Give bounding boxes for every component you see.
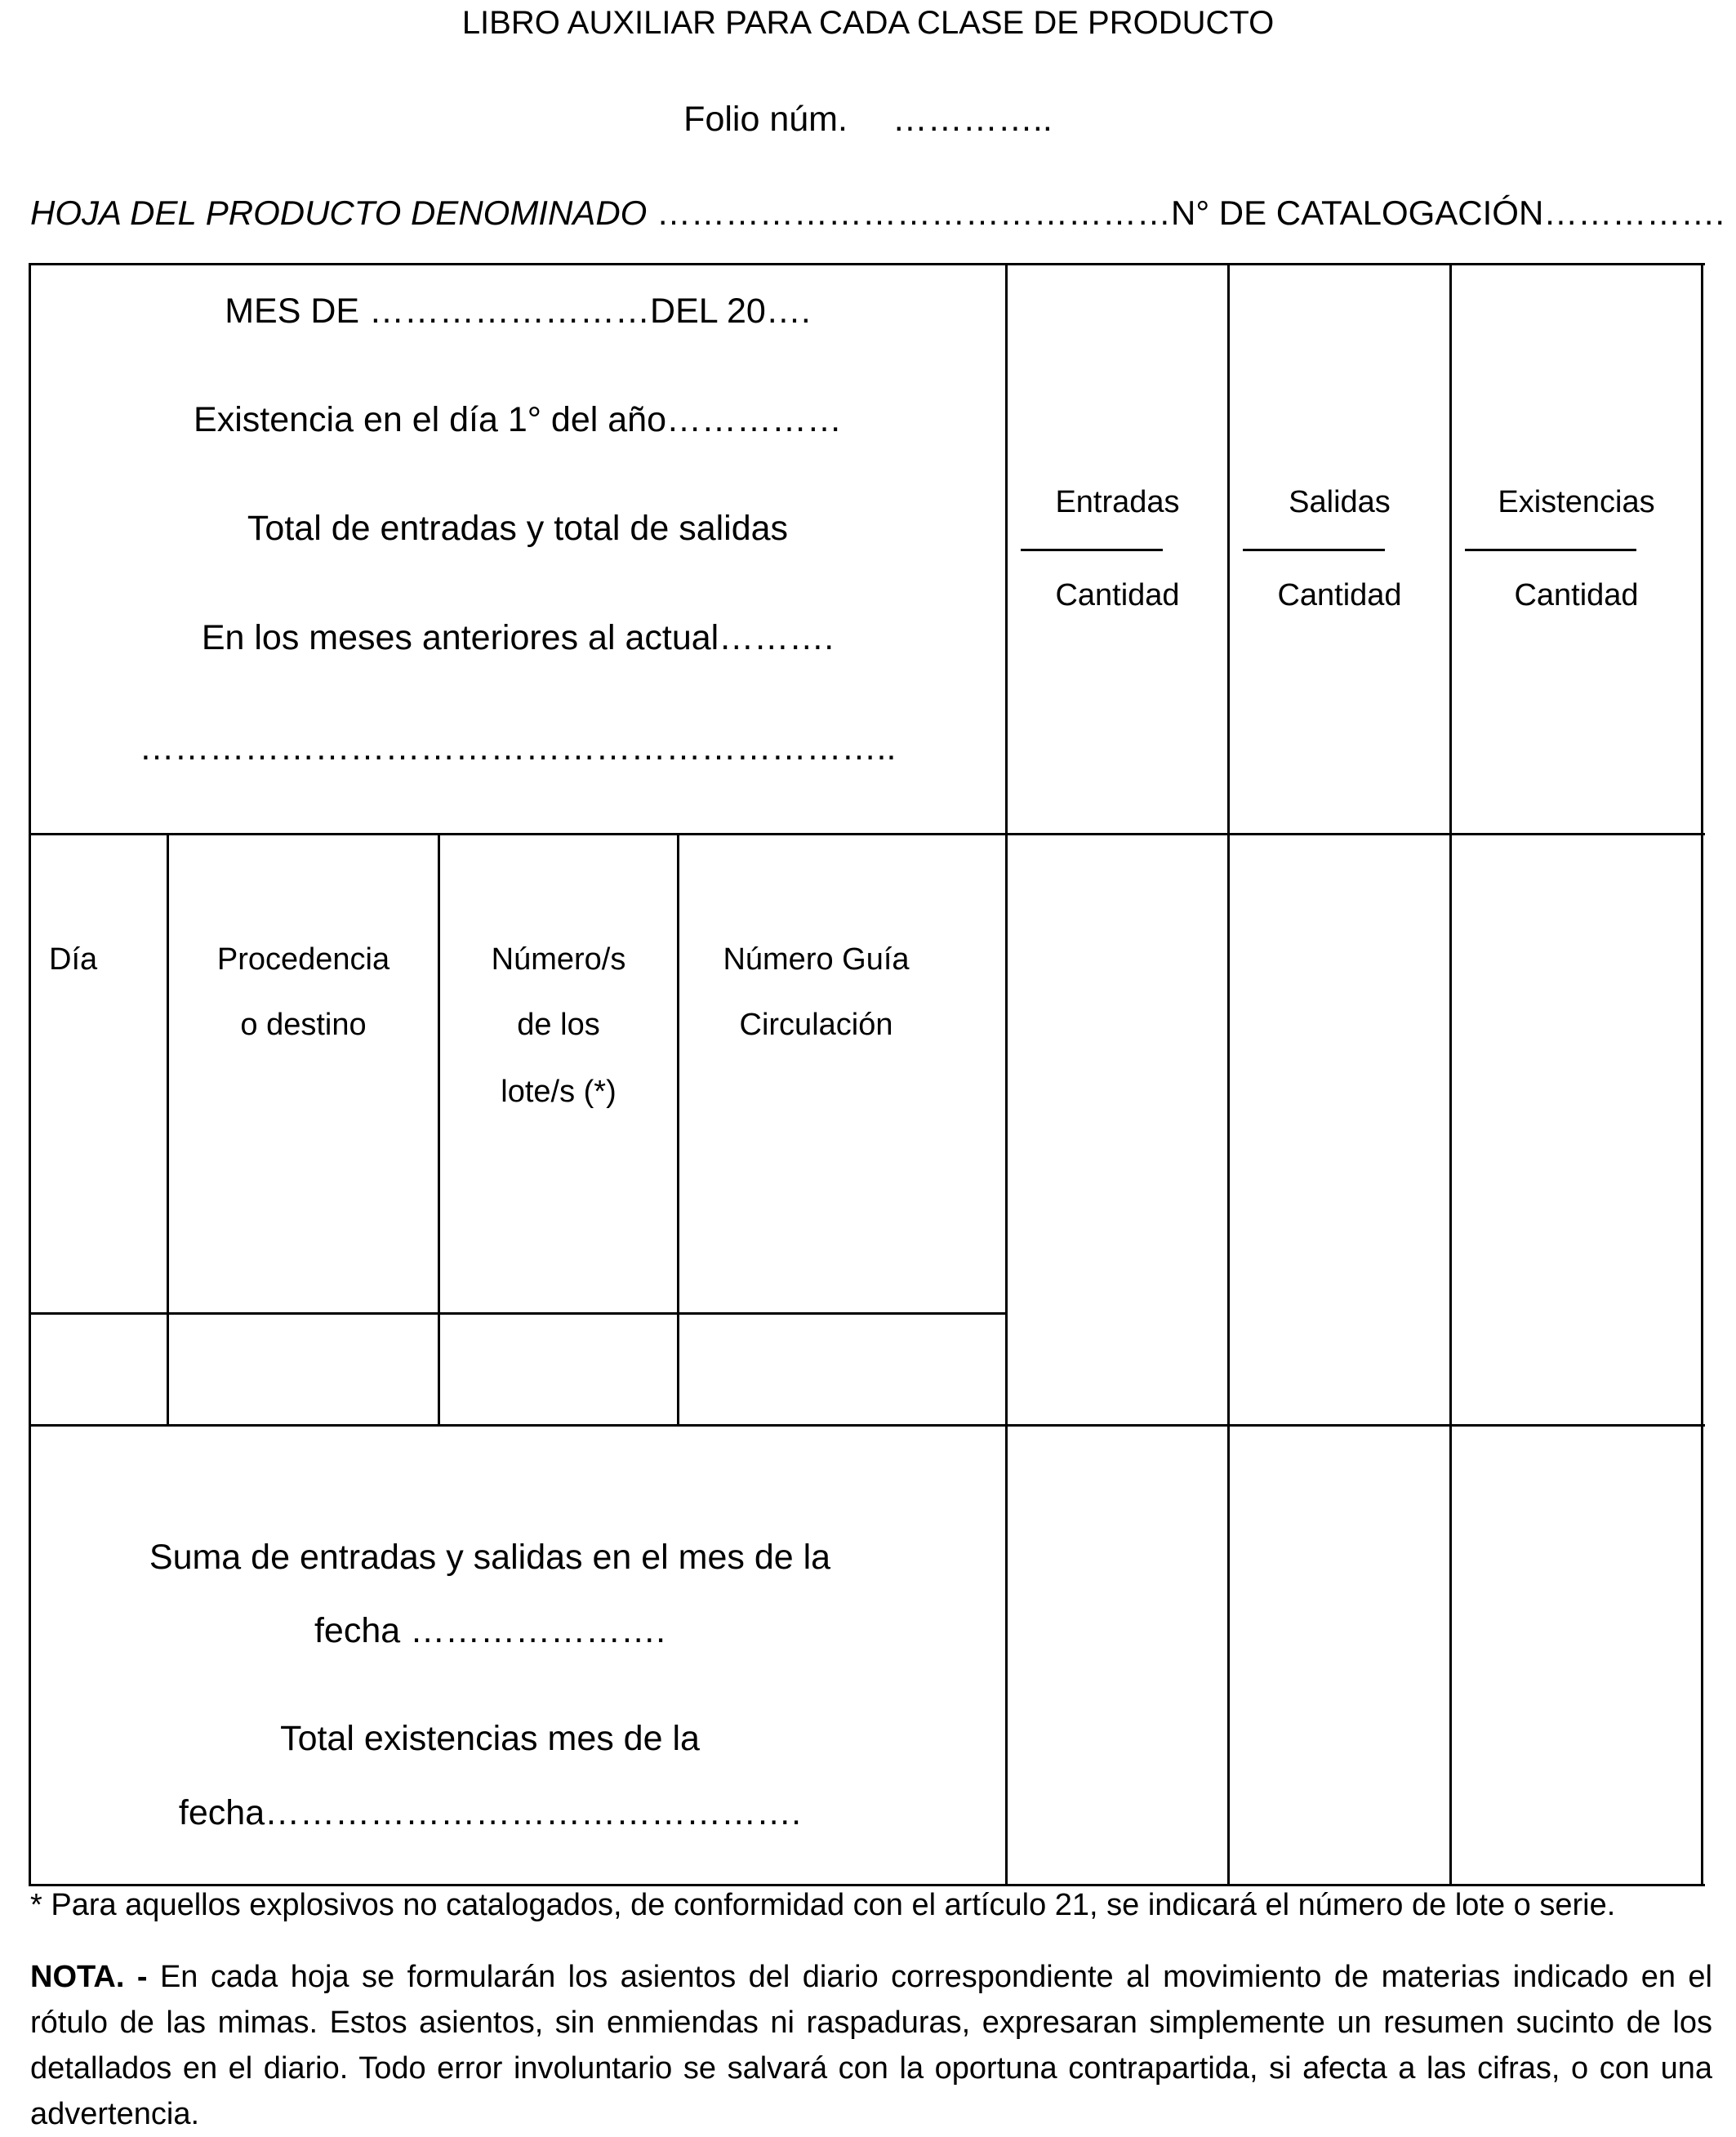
catalog-number-blank: ……………. — [1543, 194, 1725, 232]
table-divider-detail — [29, 1312, 1008, 1315]
col-procedencia-line2: o destino — [240, 1008, 367, 1042]
col-entradas-heading: Entradas — [1055, 485, 1180, 519]
col-numero-lote-line3: lote/s (*) — [501, 1075, 617, 1109]
col-entradas-sub: Cantidad — [1055, 578, 1180, 612]
folio-label: Folio núm. — [683, 100, 848, 139]
col-existencias-rule — [1465, 549, 1636, 551]
detail-col-line-2 — [438, 833, 440, 1427]
folio-blank: ………….. — [892, 100, 1053, 139]
col-salidas-sub: Cantidad — [1277, 578, 1402, 612]
col-dia: Día — [49, 942, 98, 977]
detail-col-line-1 — [167, 833, 169, 1427]
page-title: LIBRO AUXILIAR PARA CADA CLASE DE PRODUCTO — [461, 5, 1275, 41]
col-guia-line1: Número Guía — [723, 942, 910, 977]
table-divider-1 — [29, 833, 1705, 835]
catalog-number-label: N° DE CATALOGACIÓN — [1171, 194, 1544, 232]
totals-line: Total de entradas y total de salidas — [247, 509, 789, 548]
note-label: NOTA. - — [30, 1960, 148, 1994]
col-numero-lote-line2: de los — [517, 1008, 600, 1042]
table-border-bottom — [29, 1884, 1705, 1886]
blank-line: ……………………………………………………….. — [139, 728, 897, 768]
col-numero-lote-line1: Número/s — [491, 942, 626, 977]
col-existencias-sub: Cantidad — [1514, 578, 1639, 612]
month-stock-line2: fecha………………………………………. — [178, 1793, 802, 1832]
table-border-top — [29, 263, 1705, 265]
table-divider-2 — [29, 1424, 1705, 1427]
col-guia-line2: Circulación — [739, 1008, 893, 1042]
product-name-label: HOJA DEL PRODUCTO DENOMINADO — [30, 194, 648, 232]
col-procedencia-line1: Procedencia — [216, 942, 390, 977]
previous-months-line: En los meses anteriores al actual………. — [201, 618, 835, 657]
folio-line — [0, 100, 1736, 140]
table-border-right — [1701, 263, 1703, 1886]
monthly-sum-line1: Suma de entradas y salidas en el mes de la — [149, 1538, 831, 1577]
product-name-blank: ……………………………………… — [657, 194, 1171, 232]
footnote: * Para aquellos explosivos no catalogados, de conformidad con el artículo 21, se indicará el número de lote o serie. — [30, 1888, 1616, 1922]
note-paragraph — [30, 1954, 1712, 2137]
detail-col-line-3 — [677, 833, 679, 1427]
col-existencias-heading: Existencias — [1498, 485, 1655, 519]
col-salidas-rule — [1243, 549, 1385, 551]
month-stock-line1: Total existencias mes de la — [280, 1719, 700, 1758]
col-salidas-heading: Salidas — [1289, 485, 1391, 519]
monthly-sum-line2: fecha …………………. — [314, 1611, 666, 1650]
opening-stock-line: Existencia en el día 1° del año…………… — [194, 400, 842, 439]
col-entradas-rule — [1021, 549, 1163, 551]
month-year-line: MES DE ……………………DEL 20…. — [225, 292, 811, 331]
note-text: En cada hoja se formularán los asientos del diario correspondiente al movimiento de materias indicado en el rótulo de las mimas. Estos asientos, sin enmiendas ni raspaduras, expresaran simplemente un resumen sucinto de los detallados en el diario. Todo error involuntario se salvará con la oportuna contrapartida, si afecta a las cifras, o con una advertencia. — [30, 1960, 1713, 2131]
product-line — [30, 194, 1725, 233]
